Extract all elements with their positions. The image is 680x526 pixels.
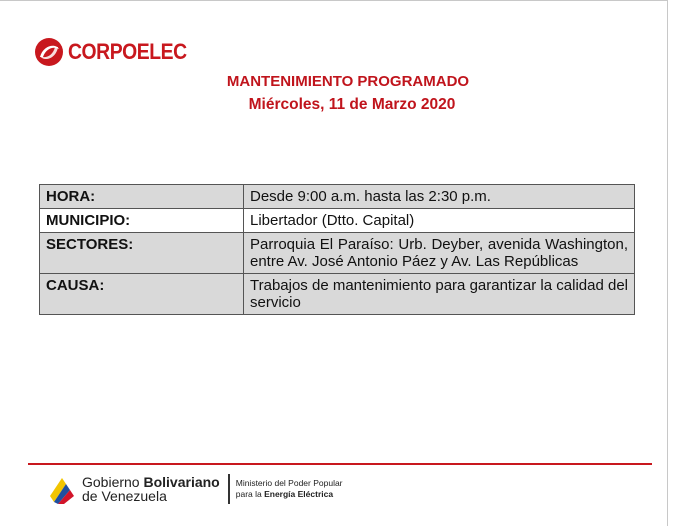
row-label: HORA: [40,185,244,209]
notice-title: MANTENIMIENTO PROGRAMADO [226,73,470,90]
footer-separator [228,474,230,504]
maintenance-table [39,184,635,315]
venezuela-flag-icon [48,474,78,504]
brand-name: CORPOELEC [68,39,187,64]
ministry-line2-bold: Energía Eléctrica [264,489,334,499]
table-row [40,274,635,315]
gov-line1-bold: Bolivariano [143,474,220,490]
ministry-line1: Ministerio del Poder Popular [235,478,343,488]
corpoelec-logo [34,37,203,67]
footer-divider [28,463,652,465]
ministry-name [236,478,343,500]
row-value: Libertador (Dtto. Capital) [244,209,635,233]
row-value: Trabajos de mantenimiento para garantizar la calidad del servicio [244,274,635,315]
gov-line2: de Venezuela [82,488,167,504]
table-row [40,209,635,233]
table-row [40,185,635,209]
row-label: MUNICIPIO: [40,209,244,233]
row-label: SECTORES: [40,233,244,274]
row-value: Desde 9:00 a.m. hasta las 2:30 p.m. [244,185,635,209]
row-value: Parroquia El Paraíso: Urb. Deyber, avenida Washington, entre Av. José Antonio Páez y Av. Las Repúblicas [244,233,635,274]
row-label: CAUSA: [40,274,244,315]
government-name [82,475,220,503]
government-footer [48,474,343,504]
ministry-line2-prefix: para la [235,489,265,499]
corpoelec-swirl-icon [34,37,64,67]
table-row [40,233,635,274]
notice-date: Miércoles, 11 de Marzo 2020 [248,96,456,113]
gov-line1-prefix: Gobierno [82,474,144,490]
